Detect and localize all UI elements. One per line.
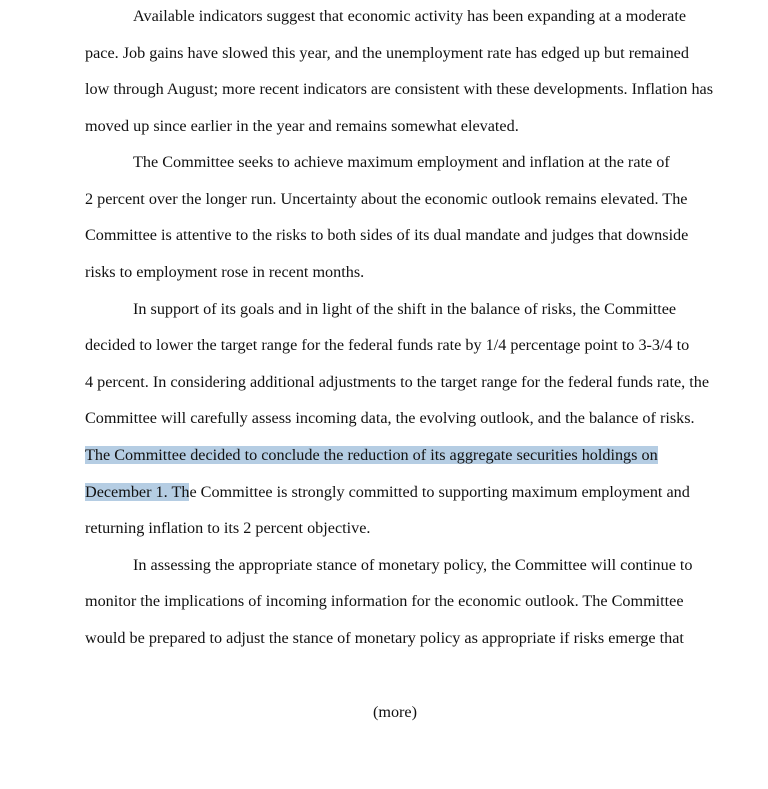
- text-line: returning inflation to its 2 percent objective.: [85, 519, 371, 537]
- text-line: low through August; more recent indicators are consistent with these developments. Inflation has: [85, 80, 714, 98]
- text-line[interactable]: [85, 481, 690, 503]
- selected-text[interactable]: December 1. Th: [85, 483, 190, 501]
- text-line[interactable]: [85, 444, 658, 466]
- text-line: decided to lower the target range for the federal funds rate by 1/4 percentage point to 3-3/4 to: [85, 336, 690, 354]
- text-line: pace. Job gains have slowed this year, and the unemployment rate has edged up but remained: [85, 44, 689, 62]
- text-line: 2 percent over the longer run. Uncertainty about the economic outlook remains elevated. The: [85, 190, 688, 208]
- text-line: monitor the implications of incoming information for the economic outlook. The Committee: [85, 592, 684, 610]
- text-line: Committee is attentive to the risks to both sides of its dual mandate and judges that downside: [85, 226, 689, 244]
- text-line: risks to employment rose in recent months.: [85, 263, 365, 281]
- text-line: Committee will carefully assess incoming data, the evolving outlook, and the balance of risks.: [85, 409, 695, 427]
- text-line: In support of its goals and in light of the shift in the balance of risks, the Committee: [133, 300, 677, 318]
- text-line: moved up since earlier in the year and remains somewhat elevated.: [85, 117, 519, 135]
- text-line: The Committee seeks to achieve maximum employment and inflation at the rate of: [133, 153, 670, 171]
- text-line: would be prepared to adjust the stance of monetary policy as appropriate if risks emerge that: [85, 629, 684, 647]
- text-line: In assessing the appropriate stance of monetary policy, the Committee will continue to: [133, 556, 693, 574]
- text-line: 4 percent. In considering additional adjustments to the target range for the federal funds rate, the: [85, 373, 710, 391]
- more-indicator: (more): [372, 703, 418, 721]
- text-span: e Committee is strongly committed to supporting maximum employment and: [189, 483, 690, 501]
- selected-text[interactable]: The Committee decided to conclude the reduction of its aggregate securities holdings on: [85, 446, 658, 464]
- text-line: Available indicators suggest that economic activity has been expanding at a moderate: [133, 7, 687, 25]
